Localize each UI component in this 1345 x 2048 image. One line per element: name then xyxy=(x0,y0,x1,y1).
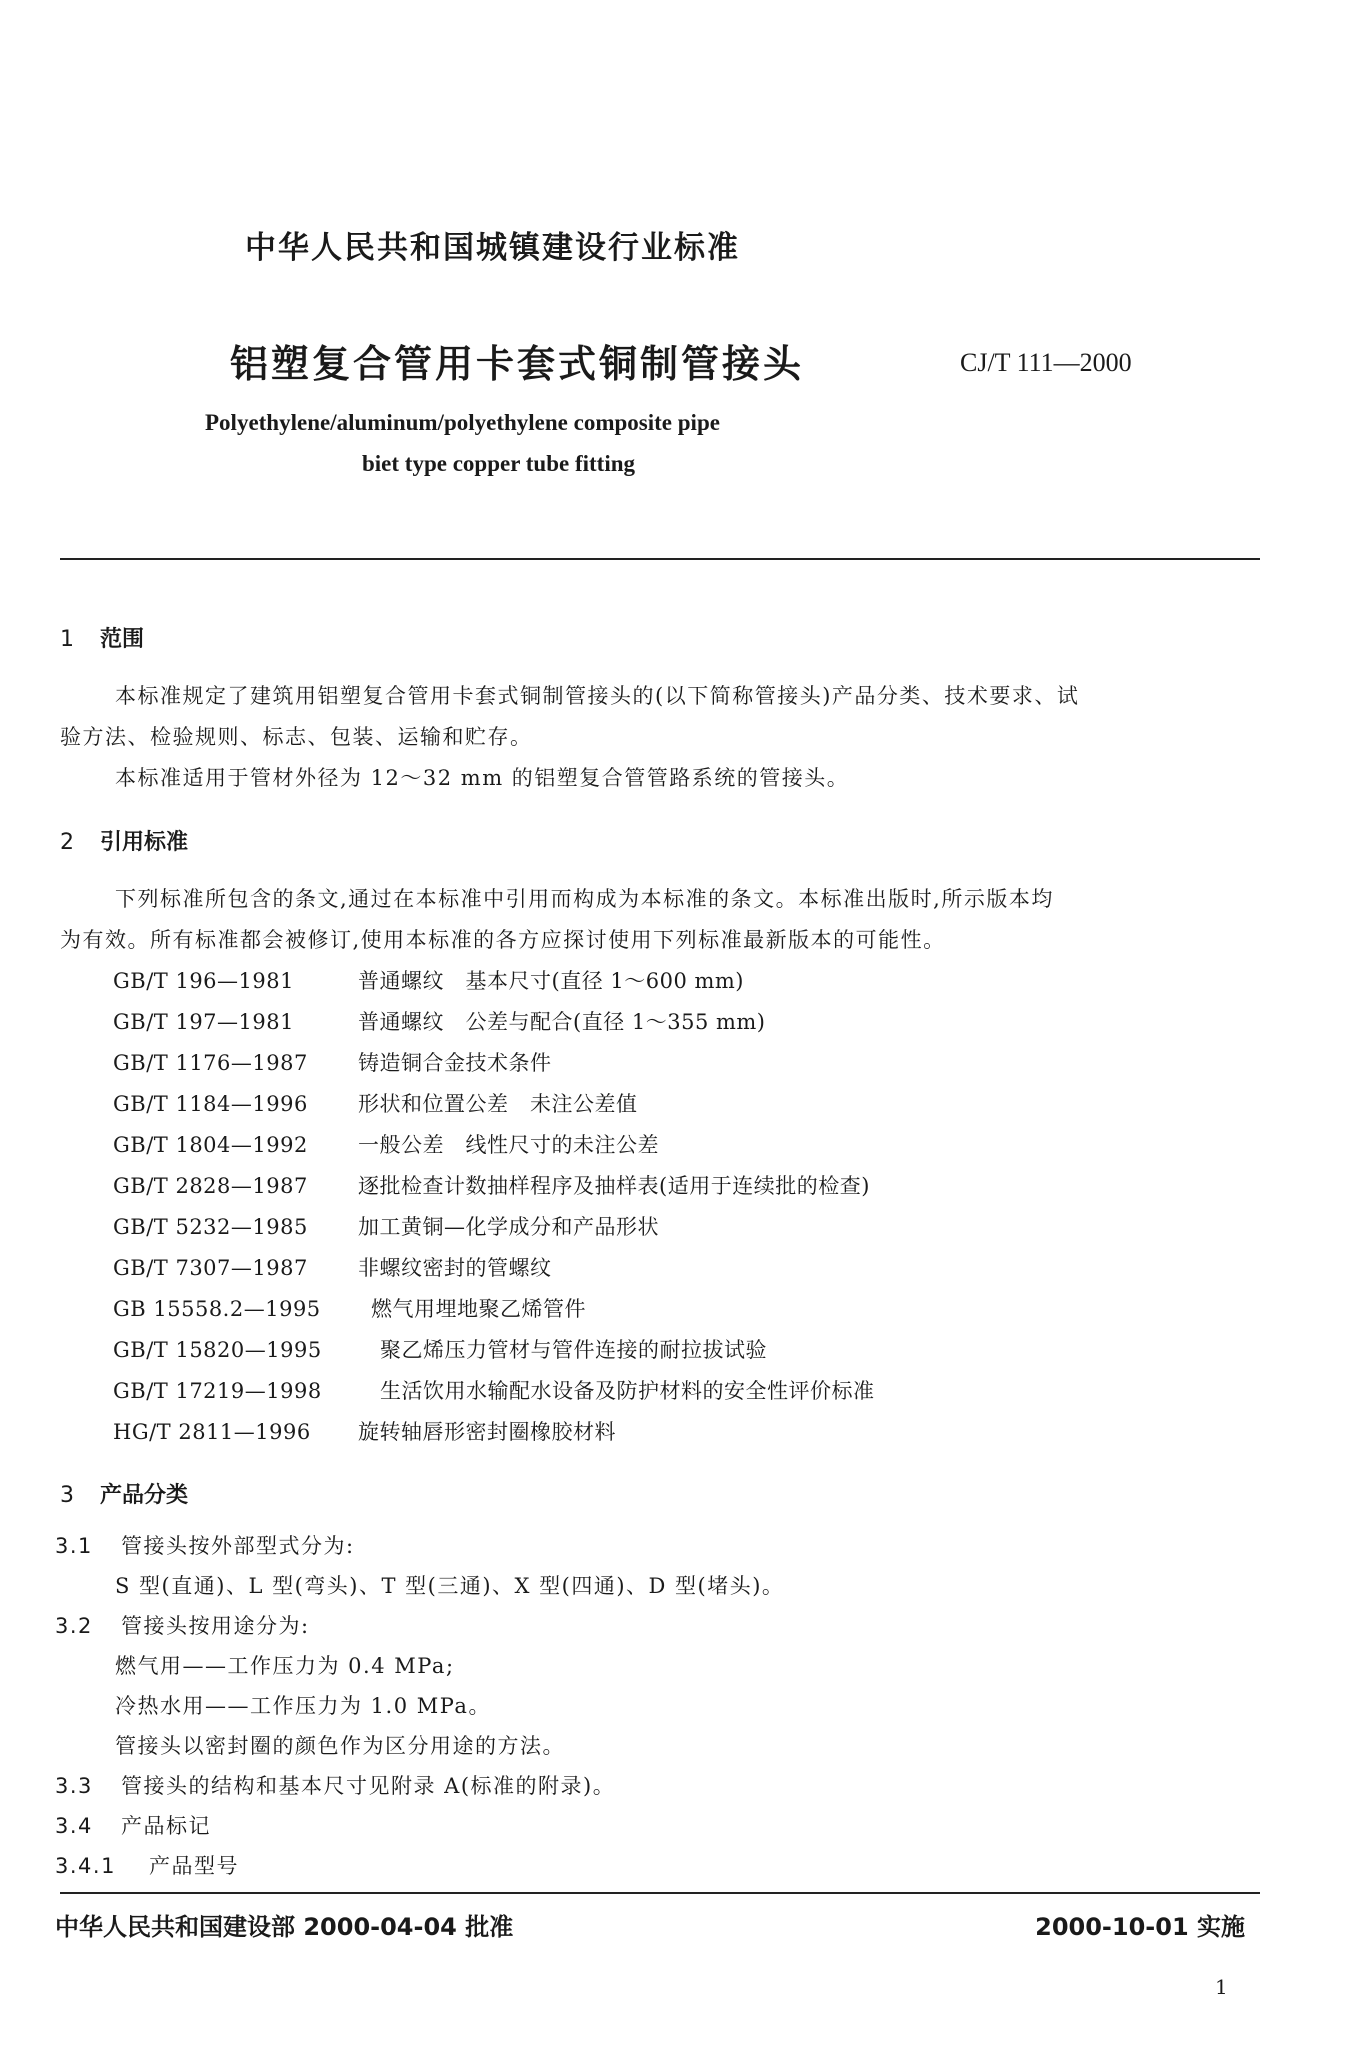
section-number: 1 xyxy=(60,627,74,652)
page-number: 1 xyxy=(1215,1975,1228,1999)
clause-text: 管接头按外部型式分为: xyxy=(121,1534,355,1558)
paragraph: 验方法、检验规则、标志、包装、运输和贮存。 xyxy=(60,725,533,749)
reference-item xyxy=(113,1252,552,1282)
reference-item xyxy=(113,1129,659,1159)
reference-code: GB/T 7307—1987 xyxy=(113,1256,308,1280)
header-divider xyxy=(60,558,1260,560)
reference-item xyxy=(113,1334,767,1364)
reference-code: GB/T 15820—1995 xyxy=(113,1338,322,1362)
section-title: 产品分类 xyxy=(100,1483,189,1508)
reference-item xyxy=(113,1293,586,1323)
footer-divider xyxy=(60,1892,1260,1894)
paragraph: 本标准规定了建筑用铝塑复合管用卡套式铜制管接头的(以下简称管接头)产品分类、技术要求、试 xyxy=(115,684,1080,708)
reference-name: 燃气用埋地聚乙烯管件 xyxy=(371,1297,586,1321)
reference-code: GB/T 1804—1992 xyxy=(113,1133,308,1157)
reference-item xyxy=(113,1088,638,1118)
reference-name: 聚乙烯压力管材与管件连接的耐拉拔试验 xyxy=(380,1338,767,1362)
clause-3-4-1 xyxy=(55,1850,239,1880)
section-2-heading xyxy=(60,825,188,856)
reference-name: 普通螺纹 基本尺寸(直径 1～600 mm) xyxy=(358,969,745,993)
reference-item xyxy=(113,1170,870,1200)
section-title: 范围 xyxy=(100,627,145,652)
reference-name: 一般公差 线性尺寸的未注公差 xyxy=(358,1133,659,1157)
reference-code: GB 15558.2—1995 xyxy=(113,1297,321,1321)
clause-detail: 管接头以密封圈的颜色作为区分用途的方法。 xyxy=(115,1734,565,1758)
effective-date-line: 2000-10-01 实施 xyxy=(1035,1913,1245,1941)
clause-detail: 燃气用——工作压力为 0.4 MPa; xyxy=(115,1654,455,1678)
reference-code: GB/T 1176—1987 xyxy=(113,1051,308,1075)
reference-item xyxy=(113,1006,766,1036)
paragraph: 为有效。所有标准都会被修订,使用本标准的各方应探讨使用下列标准最新版本的可能性。 xyxy=(60,928,946,952)
clause-text: 产品型号 xyxy=(149,1854,239,1878)
section-1-heading xyxy=(60,622,144,653)
reference-code: GB/T 1184—1996 xyxy=(113,1092,308,1116)
reference-code: GB/T 196—1981 xyxy=(113,969,294,993)
clause-text: 产品标记 xyxy=(121,1814,211,1838)
issuing-authority: 中华人民共和国城镇建设行业标准 xyxy=(245,230,740,266)
reference-name: 普通螺纹 公差与配合(直径 1～355 mm) xyxy=(358,1010,766,1034)
clause-detail: 冷热水用——工作压力为 1.0 MPa。 xyxy=(115,1694,491,1718)
clause-3-2 xyxy=(55,1610,310,1640)
section-number: 3 xyxy=(60,1483,74,1508)
clause-detail: S 型(直通)、L 型(弯头)、T 型(三通)、X 型(四通)、D 型(堵头)。 xyxy=(115,1574,785,1598)
approval-line: 中华人民共和国建设部 2000-04-04 批准 xyxy=(55,1913,514,1941)
paragraph: 下列标准所包含的条文,通过在本标准中引用而构成为本标准的条文。本标准出版时,所示版本均 xyxy=(115,887,1054,911)
paragraph: 本标准适用于管材外径为 12～32 mm 的铝塑复合管管路系统的管接头。 xyxy=(115,766,850,790)
standard-title: 铝塑复合管用卡套式铜制管接头 xyxy=(230,342,805,386)
clause-number: 3.4.1 xyxy=(55,1854,116,1878)
reference-name: 铸造铜合金技术条件 xyxy=(358,1051,552,1075)
section-3-heading xyxy=(60,1478,188,1509)
clause-3-1 xyxy=(55,1530,355,1560)
reference-name: 形状和位置公差 未注公差值 xyxy=(358,1092,638,1116)
clause-text: 管接头的结构和基本尺寸见附录 A(标准的附录)。 xyxy=(121,1774,616,1798)
clause-text: 管接头按用途分为: xyxy=(121,1614,310,1638)
reference-item xyxy=(113,1416,616,1446)
reference-code: GB/T 2828—1987 xyxy=(113,1174,308,1198)
reference-code: GB/T 5232—1985 xyxy=(113,1215,308,1239)
clause-number: 3.3 xyxy=(55,1774,93,1798)
clause-number: 3.4 xyxy=(55,1814,93,1838)
section-number: 2 xyxy=(60,830,74,855)
clause-number: 3.1 xyxy=(55,1534,93,1558)
reference-code: GB/T 17219—1998 xyxy=(113,1379,322,1403)
clause-number: 3.2 xyxy=(55,1614,93,1638)
clause-3-4 xyxy=(55,1810,211,1840)
reference-item xyxy=(113,965,744,995)
reference-name: 加工黄铜—化学成分和产品形状 xyxy=(358,1215,659,1239)
reference-name: 旋转轴唇形密封圈橡胶材料 xyxy=(358,1420,616,1444)
section-title: 引用标准 xyxy=(100,830,189,855)
standard-code: CJ/T 111—2000 xyxy=(960,348,1132,377)
reference-name: 逐批检查计数抽样程序及抽样表(适用于连续批的检查) xyxy=(358,1174,870,1198)
english-title-line-2: biet type copper tube fitting xyxy=(362,451,636,476)
clause-3-3 xyxy=(55,1770,615,1800)
reference-code: HG/T 2811—1996 xyxy=(113,1420,311,1444)
reference-item xyxy=(113,1375,875,1405)
reference-item xyxy=(113,1211,659,1241)
english-title-line-1: Polyethylene/aluminum/polyethylene composite pipe xyxy=(205,410,720,435)
reference-item xyxy=(113,1047,552,1077)
reference-name: 非螺纹密封的管螺纹 xyxy=(358,1256,552,1280)
reference-code: GB/T 197—1981 xyxy=(113,1010,294,1034)
reference-name: 生活饮用水输配水设备及防护材料的安全性评价标准 xyxy=(380,1379,875,1403)
